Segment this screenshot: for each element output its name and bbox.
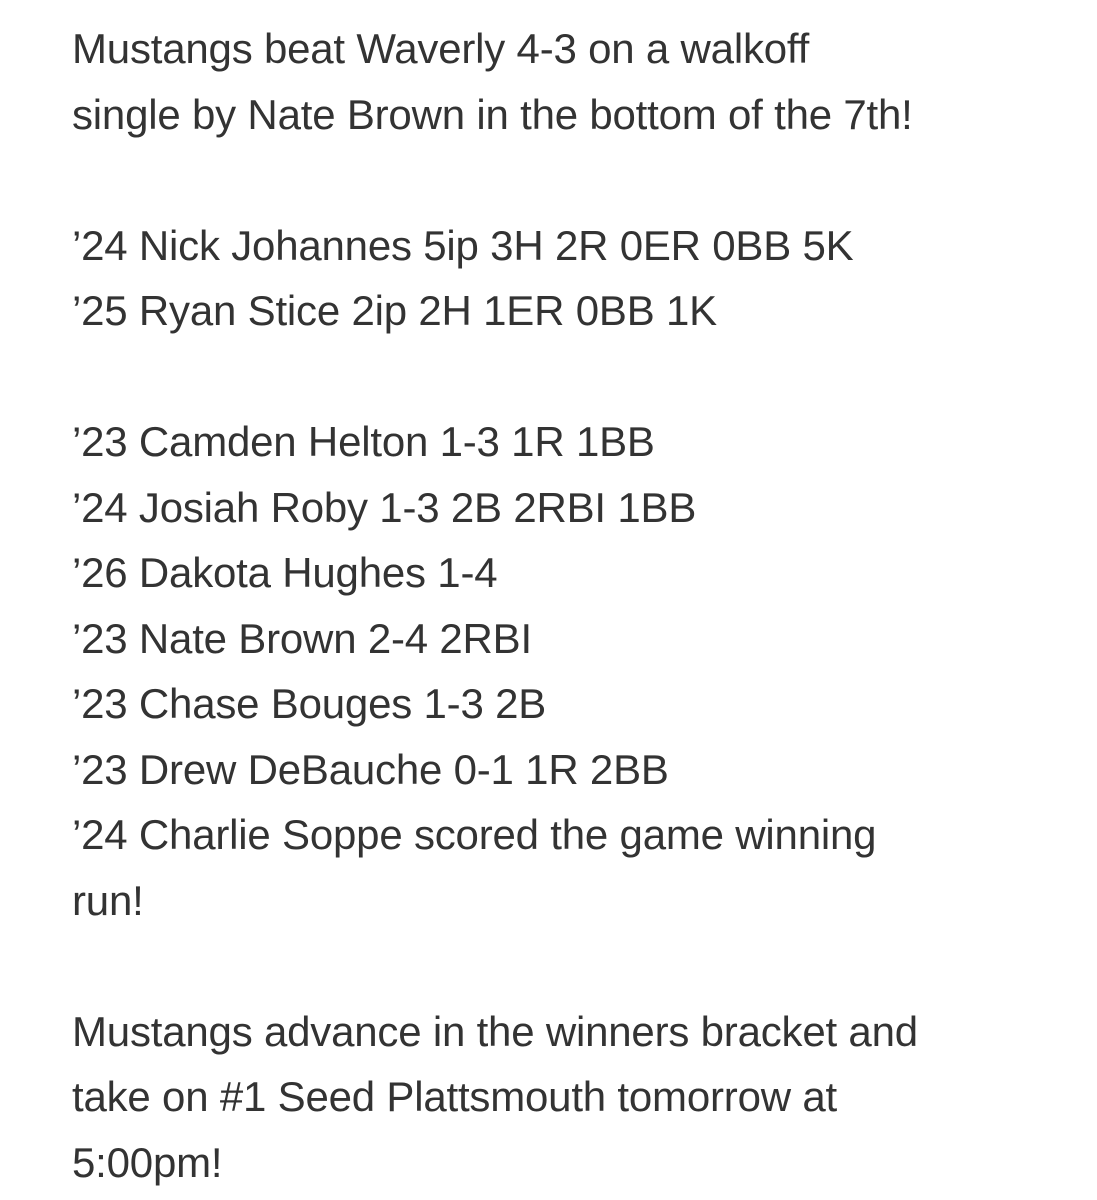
closing-line-2: take on #1 Seed Plattsmouth tomorrow at xyxy=(72,1073,837,1120)
hitting-line-3: ’26 Dakota Hughes 1-4 xyxy=(72,549,498,596)
hitting-line-5: ’23 Chase Bouges 1-3 2B xyxy=(72,680,547,727)
pitching-line-1: ’24 Nick Johannes 5ip 3H 2R 0ER 0BB 5K xyxy=(72,221,854,269)
hitting-line-4: ’23 Nate Brown 2-4 2RBI xyxy=(72,614,532,662)
headline-line-2: single by Nate Brown in the bottom of the 7th! xyxy=(72,90,913,138)
hitting-line-8: run! xyxy=(72,876,144,924)
headline-line-1: Mustangs beat Waverly 4-3 on a walkoff xyxy=(72,25,810,72)
closing-line-3: 5:00pm! xyxy=(72,1138,223,1186)
blank-line xyxy=(72,344,1072,410)
blank-line xyxy=(72,147,1072,213)
pitching-line-2: ’25 Ryan Stice 2ip 2H 1ER 0BB 1K xyxy=(72,287,717,334)
note-body xyxy=(72,16,1072,1195)
hitting-line-7: ’24 Charlie Soppe scored the game winning xyxy=(72,811,877,858)
hitting-line-2: ’24 Josiah Roby 1-3 2B 2RBI 1BB xyxy=(72,483,697,531)
blank-line xyxy=(72,933,1072,999)
hitting-line-1: ’23 Camden Helton 1-3 1R 1BB xyxy=(72,418,655,465)
hitting-line-6: ’23 Drew DeBauche 0-1 1R 2BB xyxy=(72,745,669,793)
closing-line-1: Mustangs advance in the winners bracket and xyxy=(72,1007,918,1055)
